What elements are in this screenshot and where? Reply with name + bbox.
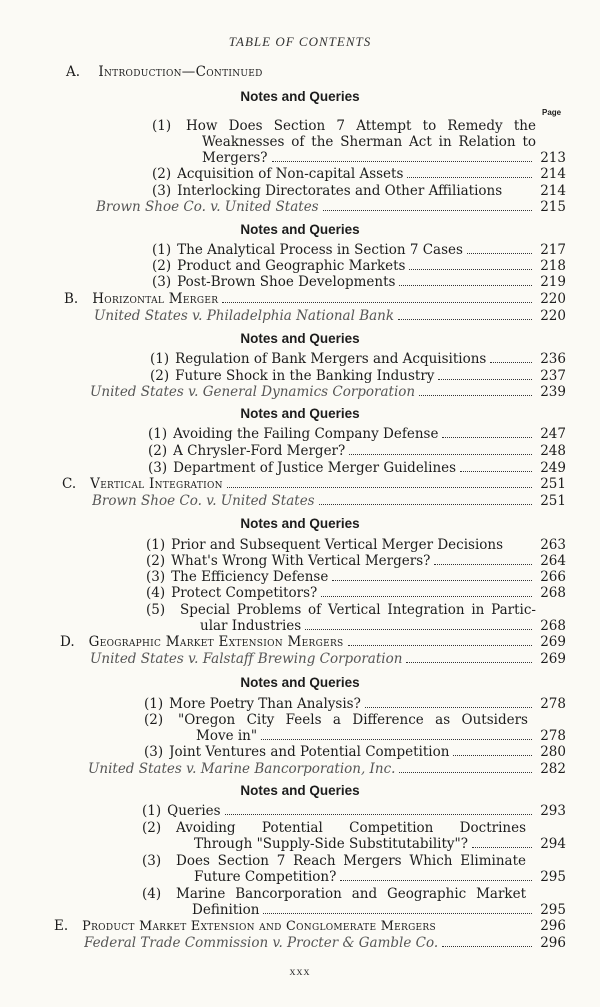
entry-text: Does Section 7 Reach Mergers Which Eliminate xyxy=(176,853,526,869)
entry-page: 236 xyxy=(540,351,566,367)
toc-entry xyxy=(152,184,566,199)
entry-number: (1) xyxy=(142,803,162,819)
dot-leader xyxy=(398,309,532,320)
notes-queries-heading: Notes and Queries xyxy=(240,516,360,531)
entry-page: 264 xyxy=(540,553,566,569)
entry-number: (1) xyxy=(150,351,170,367)
section-letter: C. xyxy=(62,476,77,492)
entry-page: 266 xyxy=(540,569,566,585)
entry-page: 278 xyxy=(540,728,566,744)
dot-leader xyxy=(348,635,533,646)
section-d xyxy=(60,635,566,650)
toc-entry-tail xyxy=(192,903,566,918)
dot-leader xyxy=(323,200,533,211)
case-title: United States v. Falstaff Brewing Corporation xyxy=(90,652,403,667)
entry-number: (3) xyxy=(142,853,162,869)
page-column-label: Page xyxy=(542,108,562,117)
notes-queries-heading: Notes and Queries xyxy=(240,783,360,798)
entry-text: The Analytical Process in Section 7 Cases xyxy=(177,243,463,258)
entry-text-line xyxy=(176,886,526,902)
entry-text: The Efficiency Defense xyxy=(171,570,329,585)
entry-number: (3) xyxy=(152,274,172,290)
dot-leader xyxy=(472,837,532,848)
entry-text: Post-Brown Shoe Developments xyxy=(177,275,396,290)
entry-number: (2) xyxy=(144,712,164,728)
notes-queries-heading: Notes and Queries xyxy=(240,406,360,421)
dot-leader xyxy=(460,461,532,472)
entry-number: (2) xyxy=(152,166,172,182)
dot-leader xyxy=(321,586,532,597)
toc-entry xyxy=(146,570,566,585)
entry-number: (2) xyxy=(146,553,166,569)
toc-entry-tail xyxy=(202,151,566,166)
dot-leader xyxy=(442,427,532,438)
dot-leader xyxy=(399,762,532,773)
entry-text: Department of Justice Merger Guidelines xyxy=(173,461,457,476)
case-title: Brown Shoe Co. v. United States xyxy=(96,200,319,215)
entry-page: 282 xyxy=(540,761,566,777)
dot-leader xyxy=(399,275,532,286)
entry-number: (2) xyxy=(152,258,172,274)
entry-number: (2) xyxy=(148,443,168,459)
dot-leader xyxy=(261,729,532,740)
entry-number: (4) xyxy=(142,886,162,902)
entry-text-line xyxy=(176,820,526,836)
entry-page: 218 xyxy=(540,258,566,274)
dot-leader xyxy=(434,554,532,565)
dot-leader xyxy=(263,903,532,914)
toc-entry xyxy=(142,886,161,902)
dot-leader xyxy=(319,494,533,505)
dot-leader xyxy=(305,619,532,630)
entry-page: 293 xyxy=(540,803,566,819)
entry-page: 239 xyxy=(540,384,566,400)
case-entry xyxy=(96,200,566,215)
entry-text: Special Problems of Vertical Integration in Partic- xyxy=(180,602,536,618)
entry-text-line xyxy=(202,134,536,150)
dot-leader xyxy=(419,385,532,396)
toc-entry xyxy=(150,369,566,384)
entry-text: More Poetry Than Analysis? xyxy=(169,697,361,712)
entry-number: (3) xyxy=(144,744,164,760)
entry-page: 296 xyxy=(540,935,566,951)
entry-text-line xyxy=(176,853,526,869)
page-number: xxx xyxy=(289,964,311,978)
toc-entry xyxy=(146,538,566,553)
entry-page: 295 xyxy=(540,869,566,885)
case-title: Brown Shoe Co. v. United States xyxy=(92,494,315,509)
entry-number: (3) xyxy=(152,183,172,199)
toc-entry xyxy=(146,554,566,569)
dot-leader xyxy=(332,570,532,581)
toc-entry xyxy=(152,259,566,274)
dot-leader xyxy=(227,477,532,488)
toc-entry-tail xyxy=(194,870,566,885)
entry-number: (2) xyxy=(150,368,170,384)
entry-number: (1) xyxy=(152,118,172,134)
section-title: Product Market Extension and Conglomerate Mergers xyxy=(82,919,436,934)
case-title: United States v. Philadelphia National Bank xyxy=(94,309,395,324)
case-entry xyxy=(84,936,566,951)
section-letter: B. xyxy=(64,291,79,307)
notes-queries-heading: Notes and Queries xyxy=(240,89,360,104)
dot-leader xyxy=(340,870,532,881)
dot-leader xyxy=(272,151,533,162)
entry-text: "Oregon City Feels a Difference as Outsiders xyxy=(178,712,528,728)
section-letter: A. xyxy=(66,64,81,80)
entry-text: Through "Supply-Side Substitutability"? xyxy=(194,837,468,852)
dot-leader xyxy=(222,292,532,303)
section-letter: D. xyxy=(60,634,75,650)
entry-page: 214 xyxy=(540,166,566,182)
entry-page: 269 xyxy=(540,651,566,667)
entry-number: (5) xyxy=(146,602,166,618)
entry-page: 248 xyxy=(540,443,566,459)
toc-entry xyxy=(144,697,566,712)
case-title: United States v. Marine Bancorporation, Inc. xyxy=(88,762,396,777)
toc-entry xyxy=(146,586,566,601)
entry-page: 215 xyxy=(540,199,566,215)
entry-number: (3) xyxy=(148,460,168,476)
dot-leader xyxy=(490,352,532,363)
entry-page: 269 xyxy=(540,634,566,650)
entry-number: (1) xyxy=(148,426,168,442)
entry-page: 237 xyxy=(540,368,566,384)
entry-number: (1) xyxy=(144,696,164,712)
toc-entry-tail xyxy=(196,729,566,744)
case-entry xyxy=(88,762,566,777)
toc-entry xyxy=(142,804,566,819)
notes-queries-heading: Notes and Queries xyxy=(240,222,360,237)
entry-text: Protect Competitors? xyxy=(171,586,318,601)
toc-entry xyxy=(150,352,566,367)
entry-number: (4) xyxy=(146,585,166,601)
entry-page: 213 xyxy=(540,150,566,166)
entry-page: 296 xyxy=(540,918,566,934)
entry-text: What's Wrong With Vertical Mergers? xyxy=(171,554,431,569)
dot-leader xyxy=(438,369,532,380)
toc-entry xyxy=(142,820,161,836)
entry-page: 251 xyxy=(540,493,566,509)
entry-number: (1) xyxy=(146,537,166,553)
dot-leader xyxy=(225,804,533,815)
entry-text: Avoiding the Failing Company Defense xyxy=(173,427,439,442)
entry-page: 294 xyxy=(540,836,566,852)
section-letter: E. xyxy=(54,918,69,934)
entry-text: Acquisition of Non-capital Assets xyxy=(177,167,404,182)
dot-leader xyxy=(442,936,532,947)
entry-page: 263 xyxy=(540,537,566,553)
entry-number: (2) xyxy=(142,820,162,836)
toc-entry xyxy=(148,427,566,442)
section-title: Geographic Market Extension Mergers xyxy=(88,635,344,650)
case-entry xyxy=(90,652,566,667)
entry-text: Joint Ventures and Potential Competition xyxy=(169,745,450,760)
toc-entry-tail xyxy=(194,837,566,852)
dot-leader xyxy=(365,697,532,708)
toc-entry xyxy=(146,602,165,618)
entry-text: How Does Section 7 Attempt to Remedy the xyxy=(186,118,536,134)
entry-text: Future Competition? xyxy=(194,870,337,885)
section-title: Horizontal Merger xyxy=(92,292,219,307)
entry-text: Avoiding Potential Competition Doctrines xyxy=(176,820,526,836)
toc-entry xyxy=(142,853,161,869)
toc-entry xyxy=(144,745,566,760)
entry-page: 219 xyxy=(540,274,566,290)
entry-page: 268 xyxy=(540,618,566,634)
entry-text: Move in" xyxy=(196,729,258,744)
entry-text: Future Shock in the Banking Industry xyxy=(175,369,435,384)
running-head: TABLE OF CONTENTS xyxy=(228,34,372,49)
toc-entry xyxy=(148,461,566,476)
entry-page: 247 xyxy=(540,426,566,442)
entry-text-line xyxy=(180,602,536,618)
case-entry xyxy=(90,385,566,400)
entry-text-line xyxy=(186,118,536,134)
dot-leader xyxy=(453,745,532,756)
entry-page: 295 xyxy=(540,902,566,918)
section-title: Vertical Integration xyxy=(90,477,223,492)
dot-leader xyxy=(467,243,532,254)
case-title: United States v. General Dynamics Corporation xyxy=(90,385,416,400)
dot-leader xyxy=(349,444,532,455)
notes-queries-heading: Notes and Queries xyxy=(240,675,360,690)
dot-leader xyxy=(407,167,532,178)
toc-entry xyxy=(148,444,566,459)
entry-page: 249 xyxy=(540,460,566,476)
entry-number: (3) xyxy=(146,569,166,585)
entry-text: Interlocking Directorates and Other Affiliations xyxy=(177,184,503,199)
section-title: Introduction—Continued xyxy=(98,64,263,80)
toc-entry-tail xyxy=(200,619,566,634)
section-a xyxy=(66,64,263,80)
case-title: Federal Trade Commission v. Procter & Gamble Co. xyxy=(84,936,439,951)
entry-text: A Chrysler-Ford Merger? xyxy=(173,444,346,459)
section-c xyxy=(62,477,566,492)
case-entry xyxy=(94,309,566,324)
dot-leader xyxy=(406,652,532,663)
entry-text-line xyxy=(178,712,528,728)
entry-page: 217 xyxy=(540,242,566,258)
entry-page: 251 xyxy=(540,476,566,492)
entry-text: ular Industries xyxy=(200,619,302,634)
toc-entry xyxy=(152,243,566,258)
dot-leader xyxy=(409,259,532,270)
entry-text: Regulation of Bank Mergers and Acquisitions xyxy=(175,352,487,367)
entry-page: 280 xyxy=(540,744,566,760)
toc-entry xyxy=(152,167,566,182)
entry-text: Definition xyxy=(192,903,260,918)
section-e xyxy=(54,919,566,934)
entry-page: 214 xyxy=(540,183,566,199)
entry-page: 268 xyxy=(540,585,566,601)
entry-page: 220 xyxy=(540,291,566,307)
entry-text: Queries xyxy=(167,804,221,819)
case-entry xyxy=(92,494,566,509)
entry-text: Prior and Subsequent Vertical Merger Decisions xyxy=(171,538,504,553)
toc-entry xyxy=(152,275,566,290)
entry-page: 220 xyxy=(540,308,566,324)
section-b xyxy=(64,292,566,307)
entry-number: (1) xyxy=(152,242,172,258)
notes-queries-heading: Notes and Queries xyxy=(240,331,360,346)
entry-text: Marine Bancorporation and Geographic Market xyxy=(176,886,526,902)
entry-text: Mergers? xyxy=(202,151,268,166)
entry-page: 278 xyxy=(540,696,566,712)
entry-text: Product and Geographic Markets xyxy=(177,259,406,274)
entry-text: Weaknesses of the Sherman Act in Relation to xyxy=(202,134,536,150)
toc-entry xyxy=(144,712,163,728)
